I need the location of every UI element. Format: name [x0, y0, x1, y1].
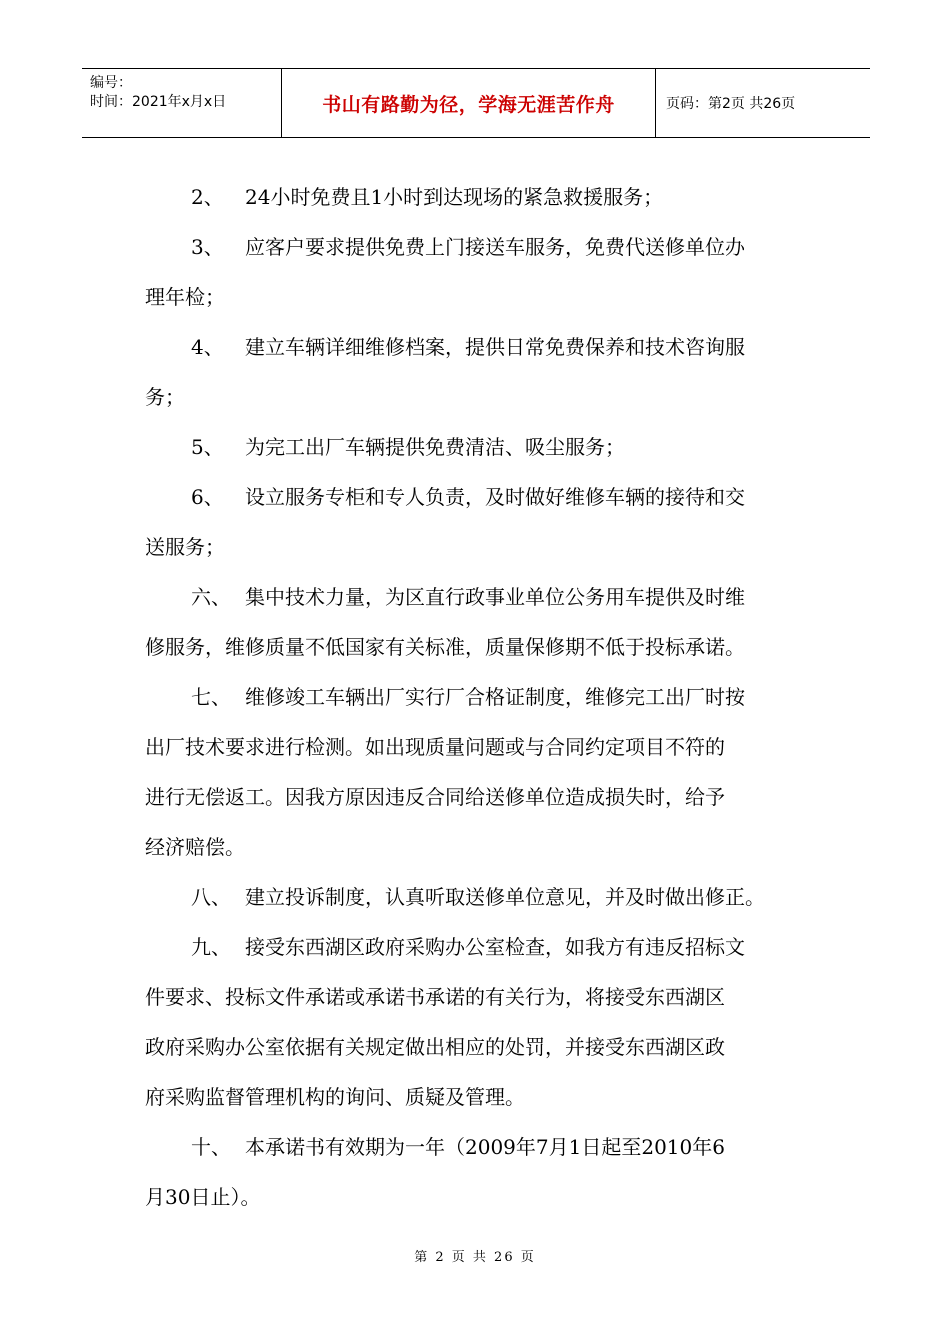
item-text: 进行无偿返工。因我方原因违反合同给送修单位造成损失时，给予 [145, 785, 725, 809]
paragraph-line [145, 822, 815, 872]
header-page-code: 页码：第2页 共26页 [666, 96, 796, 112]
paragraph-line [145, 472, 815, 522]
paragraph-line [145, 1122, 815, 1172]
item-number: 六、 [191, 585, 231, 609]
paragraph-line [145, 722, 815, 772]
item-text: 出厂技术要求进行检测。如出现质量问题或与合同约定项目不符的 [145, 735, 725, 759]
paragraph-line [145, 322, 815, 372]
item-number: 5、 [191, 435, 224, 459]
paragraph [145, 172, 815, 222]
item-text: 修服务，维修质量不低国家有关标准，质量保修期不低于投标承诺。 [145, 635, 745, 659]
item-text: 建立车辆详细维修档案，提供日常免费保养和技术咨询服 [245, 335, 745, 359]
item-text: 理年检； [145, 285, 225, 309]
item-text: 府采购监督管理机构的询问、质疑及管理。 [145, 1085, 525, 1109]
item-text: 送服务； [145, 535, 225, 559]
item-number: 七、 [191, 685, 231, 709]
paragraph [145, 322, 815, 422]
item-number: 2、 [191, 185, 224, 209]
item-text: 设立服务专柜和专人负责，及时做好维修车辆的接待和交 [245, 485, 745, 509]
paragraph-line [145, 372, 815, 422]
paragraph-line [145, 1022, 815, 1072]
item-text: 月30日止）。 [145, 1185, 261, 1209]
time-label: 时间：2021年x月x日 [90, 94, 227, 110]
item-number: 十、 [191, 1135, 231, 1159]
paragraph [145, 222, 815, 322]
paragraph [145, 922, 815, 1122]
paragraph-line [145, 1172, 815, 1222]
paragraph [145, 672, 815, 872]
item-number: 八、 [191, 885, 231, 909]
paragraph [145, 422, 815, 472]
item-number: 4、 [191, 335, 224, 359]
item-number: 3、 [191, 235, 224, 259]
paragraph [145, 572, 815, 672]
item-text: 24小时免费且1小时到达现场的紧急救援服务； [245, 185, 664, 209]
paragraph-line [145, 572, 815, 622]
paragraph-line [145, 172, 815, 222]
document-body [145, 172, 815, 1222]
paragraph-line [145, 872, 815, 922]
paragraph-line [145, 222, 815, 272]
header-meta [82, 69, 282, 137]
item-text: 建立投诉制度，认真听取送修单位意见，并及时做出修正。 [245, 885, 765, 909]
paragraph [145, 872, 815, 922]
paragraph-line [145, 772, 815, 822]
paragraph-line [145, 272, 815, 322]
item-text: 接受东西湖区政府采购办公室检查，如我方有违反招标文 [245, 935, 745, 959]
item-number: 6、 [191, 485, 224, 509]
item-text: 本承诺书有效期为一年（2009年7月1日起至2010年6 [245, 1135, 725, 1159]
item-text: 件要求、投标文件承诺或承诺书承诺的有关行为，将接受东西湖区 [145, 985, 725, 1009]
item-text: 政府采购办公室依据有关规定做出相应的处罚，并接受东西湖区政 [145, 1035, 725, 1059]
paragraph-line [145, 422, 815, 472]
paragraph-line [145, 622, 815, 672]
page-header [82, 68, 870, 138]
number-label: 编号： [90, 75, 132, 91]
item-text: 经济赔偿。 [145, 835, 245, 859]
item-text: 为完工出厂车辆提供免费清洁、吸尘服务； [245, 435, 625, 459]
paragraph-line [145, 922, 815, 972]
paragraph-line [145, 1072, 815, 1122]
item-text: 应客户要求提供免费上门接送车服务，免费代送修单位办 [245, 235, 745, 259]
header-motto: 书山有路勤为径，学海无涯苦作舟 [282, 69, 656, 137]
item-text: 集中技术力量，为区直行政事业单位公务用车提供及时维 [245, 585, 745, 609]
paragraph [145, 1122, 815, 1222]
page-footer: 第 2 页 共 26 页 [414, 1250, 536, 1265]
item-text: 务； [145, 385, 185, 409]
paragraph-line [145, 972, 815, 1022]
paragraph [145, 472, 815, 572]
paragraph-line [145, 672, 815, 722]
item-number: 九、 [191, 935, 231, 959]
item-text: 维修竣工车辆出厂实行厂合格证制度，维修完工出厂时按 [245, 685, 745, 709]
paragraph-line [145, 522, 815, 572]
